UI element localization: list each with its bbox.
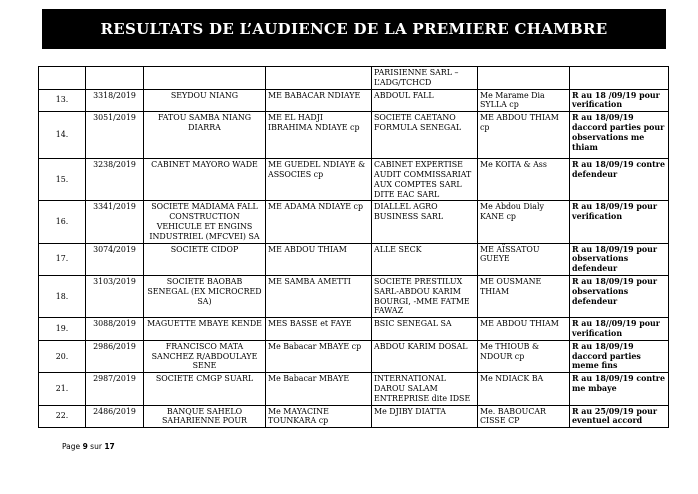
case-party-lawyer: ME ABDOU THIAM bbox=[266, 243, 372, 275]
case-dossier bbox=[86, 67, 144, 90]
case-decision: R au 25/09/19 pour eventuel accord bbox=[570, 405, 669, 428]
table-row bbox=[39, 340, 669, 372]
case-adverse-party: ABDOU KARIM DOSAL bbox=[372, 340, 478, 372]
case-decision: R au 18 /09/19 pour verification bbox=[570, 89, 669, 112]
case-adverse-lawyer: Me Marame Dia SYLLA cp bbox=[478, 89, 570, 112]
case-number: 14. bbox=[39, 112, 86, 159]
case-party-lawyer: ME ADAMA NDIAYE cp bbox=[266, 201, 372, 243]
case-number: 17. bbox=[39, 243, 86, 275]
case-adverse-party: INTERNATIONAL DAROU SALAM ENTREPRISE dite IDSE bbox=[372, 373, 478, 405]
table-row bbox=[39, 201, 669, 243]
case-adverse-lawyer: ME ABDOU THIAM cp bbox=[478, 112, 570, 159]
case-adverse-party: SOCIETE PRESTILUX SARL-ABDOU KARIM BOURGI, -MME FATME FAWAZ bbox=[372, 275, 478, 317]
case-number: 15. bbox=[39, 159, 86, 201]
case-adverse-party: SOCIETE CAETANO FORMULA SENEGAL bbox=[372, 112, 478, 159]
case-decision: R au 18/09/19 pour observations defendeur bbox=[570, 275, 669, 317]
page-label: Page bbox=[62, 442, 81, 451]
table-row bbox=[39, 112, 669, 159]
results-table bbox=[38, 66, 669, 428]
table-row bbox=[39, 275, 669, 317]
case-adverse-party: BSIC SENEGAL SA bbox=[372, 318, 478, 341]
case-dossier: 2986/2019 bbox=[86, 340, 144, 372]
case-decision: R au 18/09/19 contre me mbaye bbox=[570, 373, 669, 405]
page-banner-title: RESULTATS DE L’AUDIENCE DE LA PREMIERE CHAMBRE bbox=[42, 9, 666, 49]
table-row bbox=[39, 89, 669, 112]
case-adverse-lawyer: Me NDIACK BA bbox=[478, 373, 570, 405]
case-number: 13. bbox=[39, 89, 86, 112]
case-dossier: 3341/2019 bbox=[86, 201, 144, 243]
case-party: CABINET MAYORO WADE bbox=[144, 159, 266, 201]
case-decision: R au 18/09/19 pour observations defendeur bbox=[570, 243, 669, 275]
case-party-lawyer: Me Babacar MBAYE cp bbox=[266, 340, 372, 372]
case-number: 20. bbox=[39, 340, 86, 372]
case-adverse-party: DIALLEL AGRO BUSINESS SARL bbox=[372, 201, 478, 243]
page-footer bbox=[62, 442, 115, 451]
case-number: 18. bbox=[39, 275, 86, 317]
case-dossier: 3103/2019 bbox=[86, 275, 144, 317]
case-decision bbox=[570, 67, 669, 90]
case-dossier: 2486/2019 bbox=[86, 405, 144, 428]
page-number: 9 bbox=[82, 442, 88, 451]
case-decision: R au 18/09/19 daccord parties meme fins bbox=[570, 340, 669, 372]
case-dossier: 3074/2019 bbox=[86, 243, 144, 275]
table-row bbox=[39, 67, 669, 90]
case-dossier: 3318/2019 bbox=[86, 89, 144, 112]
case-adverse-lawyer: Me THIOUB & NDOUR cp bbox=[478, 340, 570, 372]
sur-label: sur bbox=[90, 442, 102, 451]
case-party: SEYDOU NIANG bbox=[144, 89, 266, 112]
case-adverse-lawyer: ME AÏSSATOU GUEYE bbox=[478, 243, 570, 275]
case-adverse-party: PARISIENNE SARL – L’ADG/TCHCD bbox=[372, 67, 478, 90]
table-row bbox=[39, 318, 669, 341]
case-decision: R au 18//09/19 pour verification bbox=[570, 318, 669, 341]
case-party-lawyer: MES BASSE et FAYE bbox=[266, 318, 372, 341]
case-decision: R au 18/09/19 daccord parties pour observations me thiam bbox=[570, 112, 669, 159]
case-number bbox=[39, 67, 86, 90]
case-adverse-lawyer: Me. BABOUCAR CISSE CP bbox=[478, 405, 570, 428]
case-party bbox=[144, 67, 266, 90]
table-row bbox=[39, 373, 669, 405]
case-party-lawyer: Me Babacar MBAYE bbox=[266, 373, 372, 405]
case-adverse-lawyer: Me KOITA & Ass bbox=[478, 159, 570, 201]
case-dossier: 3088/2019 bbox=[86, 318, 144, 341]
case-party-lawyer: Me MAYACINE TOUNKARA cp bbox=[266, 405, 372, 428]
case-adverse-party: ALLE SECK bbox=[372, 243, 478, 275]
case-party-lawyer: ME SAMBA AMETTI bbox=[266, 275, 372, 317]
case-number: 21. bbox=[39, 373, 86, 405]
case-decision: R au 18/09/19 pour verification bbox=[570, 201, 669, 243]
results-table-body bbox=[39, 67, 669, 428]
case-party-lawyer: ME GUEDEL NDIAYE & ASSOCIES cp bbox=[266, 159, 372, 201]
table-row bbox=[39, 405, 669, 428]
case-party: SOCIETE BAOBAB SENEGAL (EX MICROCRED SA) bbox=[144, 275, 266, 317]
case-adverse-lawyer: ME ABDOU THIAM bbox=[478, 318, 570, 341]
case-party: BANQUE SAHELO SAHARIENNE POUR bbox=[144, 405, 266, 428]
case-adverse-lawyer bbox=[478, 67, 570, 90]
case-adverse-party: ABDOUL FALL bbox=[372, 89, 478, 112]
case-party: FRANCISCO MATA SANCHEZ R/ABDOULAYE SENE bbox=[144, 340, 266, 372]
case-number: 16. bbox=[39, 201, 86, 243]
case-adverse-party: CABINET EXPERTISE AUDIT COMMISSARIAT AUX COMPTES SARL DITE EAC SARL bbox=[372, 159, 478, 201]
case-decision: R au 18/09/19 contre defendeur bbox=[570, 159, 669, 201]
case-party-lawyer: ME BABACAR NDIAYE bbox=[266, 89, 372, 112]
table-row bbox=[39, 243, 669, 275]
case-party: MAGUETTE MBAYE KENDE bbox=[144, 318, 266, 341]
case-dossier: 3238/2019 bbox=[86, 159, 144, 201]
case-number: 22. bbox=[39, 405, 86, 428]
case-adverse-lawyer: Me Abdou Dialy KANE cp bbox=[478, 201, 570, 243]
case-party: SOCIETE CMGP SUARL bbox=[144, 373, 266, 405]
case-adverse-party: Me DJIBY DIATTA bbox=[372, 405, 478, 428]
case-party: SOCIETE MADIAMA FALL CONSTRUCTION VEHICULE ET ENGINS INDUSTRIEL (MFCVEI) SA bbox=[144, 201, 266, 243]
case-party-lawyer bbox=[266, 67, 372, 90]
case-dossier: 2987/2019 bbox=[86, 373, 144, 405]
case-party: FATOU SAMBA NIANG DIARRA bbox=[144, 112, 266, 159]
case-adverse-lawyer: ME OUSMANE THIAM bbox=[478, 275, 570, 317]
case-number: 19. bbox=[39, 318, 86, 341]
case-party: SOCIETE CIDOP bbox=[144, 243, 266, 275]
page-total: 17 bbox=[104, 442, 115, 451]
case-dossier: 3051/2019 bbox=[86, 112, 144, 159]
table-row bbox=[39, 159, 669, 201]
case-party-lawyer: ME EL HADJI IBRAHIMA NDIAYE cp bbox=[266, 112, 372, 159]
